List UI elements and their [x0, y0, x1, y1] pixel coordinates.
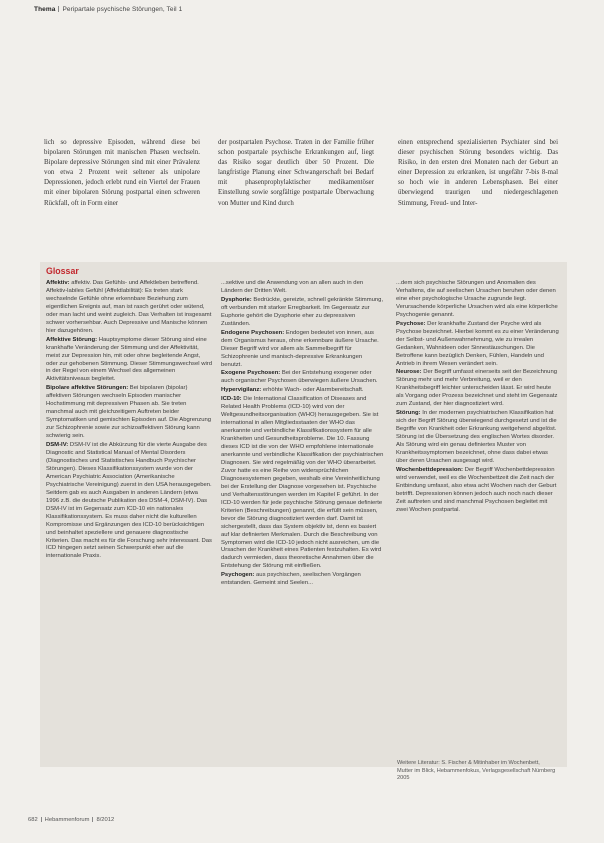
glossary-definition: Die International Classification of Diseases and Related Health Problems (ICD-10) wird von der Weltgesundheitsorganisation (WHO) herausgegeben. Sie ist international in allen Mitgliedsstaaten der WHO das anerkannte und verbindliche Klassifikationssystem für alle Krankheiten und Gesundheitsprobleme. Die 10. Fassung dieses ICD ist die von der WHO empfohlene internationale anerkannte und verbindliche Klassifikation der psychiatrischen Diagnosen. Sie wird regelmäßig von der WHO überarbeitet. Zuvor hatte es eine Reihe von widersprüchlichen Diagnosesystemen gegeben, weshalb eine Vereinheitlichung bei der Erstellung der Diagnose vorgesehen ist. Psychische und Verhaltensstörungen werden im Kapitel F geführt. In der ICD-10 werden für jede psychische Störung genaue definierte Kriterien (Beschreibungen) genannt, die erfüllt sein müssen, bevor die Störung diagnostiziert werden darf. Damit ist sichergestellt, dass das System objektiv ist, denn es basiert auf klar definierten Merkmalen. Durch die Beschreibung von Symptomen wird die ICD-10 jedoch nicht ausreichen, um die Ursachen der Krankheit eines Patienten festzuhalten. Es wird dadurch vermieden, dass theoretische Annahmen über die Entstehung der Störung mit einfließen.	[221, 396, 384, 570]
glossary-term: Störung:	[396, 410, 421, 417]
glossary-term: Dysphorie:	[221, 296, 252, 303]
header-subtitle: Peripartale psychische Störungen, Teil 1	[62, 6, 183, 13]
header-topic: Thema	[34, 6, 56, 13]
intro-column-2	[218, 138, 374, 238]
glossary-definition: DSM-IV ist die Abkürzung für die vierte Ausgabe des Diagnostic and Statistical Manual of Mental Disorders (Diagnostisches und Statistisches Handbuch Psychischer Störungen). Dieses Klassifikationssystem wurde von der American Psychiatric Association (Amerikanische Psychiatrische Vereinigung) zuerst in den USA herausgegeben. Seitdem gab es auch Ausgaben in anderen Ländern (etwa 1996 z.B. die deutsche Publikation des DSM-4, DSM-IV). Das DSM-IV ist im Gegensatz zum ICD-10 ein nationales Klassifikationssystem. Es muss daher nicht die kulturellen Kompromisse und Ergänzungen des ICD-10 berücksichtigen und beinhaltet speziellere und genauere diagnostische Kriterien. Das macht es für die Forschung sehr interessant. Das ICD hingegen setzt seinen Schwerpunkt eher auf die internationale Praxis.	[46, 442, 212, 560]
glossary-entry	[396, 280, 560, 320]
glossary-definition: aus psychischen, seelischen Vorgängen entstanden. Gemeint sind Seelen...	[221, 572, 361, 587]
glossary-entry	[46, 385, 212, 441]
intro-text-3: einen entsprechend spezialisierten Psychiater sind bei dieser psychischen Störung besonders wichtig. Das Risiko, in den ersten drei Monaten nach der Geburt an einer Depression zu erkranken, ist ungefähr 7-bis 8-mal so hoch wie in anderen Lebensphasen. Bei einer überwiegend traurigen und niedergeschlagenen Stimmung, Freud- und Inter-	[398, 139, 558, 207]
intro-text-1: lich so depressive Episoden, während diese bei bipolaren Störungen mit manischen Phasen wechseln. Bipolare depressive Störungen sind mit einer Prävalenz von etwa 2 Prozent weit seltener als unipolare Depressionen, jedoch erlebt rund ein Viertel der Frauen mit einer bipolaren Störung postpartal einen schweren Rückfall, oft in Form einer	[44, 139, 200, 207]
glossary-term: ICD-10:	[221, 396, 242, 403]
running-header	[34, 6, 182, 13]
glossary-entry	[221, 330, 384, 370]
glossary-title: Glossar	[46, 266, 79, 276]
glossary-definition: ...sektive und die Anwendung von an allen auch in den Ländern der Dritten Welt.	[221, 280, 364, 294]
glossary-entry	[46, 442, 212, 561]
glossary-definition: erhöhte Wach- oder Alarmbereitschaft.	[262, 387, 364, 394]
glossary-term: Endogene Psychosen:	[221, 329, 285, 336]
glossary-definition: ...dem sich psychische Störungen und Anomalien des Verhaltens, die auf seelischen Ursachen beruhen oder denen eine eher psychologische Ursache zugrunde liegt. Verursachende körperliche Ursachen wird als eine körperliche Psychogenie genannt.	[396, 280, 558, 318]
intro-column-3	[398, 138, 558, 238]
glossary-term: Wochenbettdepression:	[396, 466, 463, 473]
intro-text-2: der postpartalen Psychose. Traten in der Familie früher schon postpartale psychische Erkrankungen auf, liegt das Risiko sogar deutlich über 50 Prozent. Die langfristige Planung einer Schwangerschaft bei Bedarf mit phasenprophylaktischer medikamentöser Einstellung sowie sorgfältige postpartale Überwachung von Mutter und Kind durch	[218, 139, 374, 207]
glossary-entry	[396, 369, 560, 409]
footer-divider	[92, 817, 93, 822]
glossary-entry	[396, 467, 560, 515]
glossary-entry	[221, 297, 384, 329]
page-footer	[28, 817, 114, 823]
glossary-definition: affektiv. Das Gefühls- und Affektleben betreffend. Affektiv-labiles Gefühl (Affektlabilität): Es treten stark wechselnde Gefühle ohne erkennbare Beziehung zum eigentlichen Ereignis auf, man ist rasch gerührt oder wütend, oder man lacht und weint zugleich. Das Verhalten ist insgesamt schwer vorhersehbar. Auch Depressive und Manische können hier dazugehören.	[46, 280, 212, 334]
glossary-entry	[221, 572, 384, 588]
glossary-definition: Endogen bedeutet von innen, aus dem Organismus heraus, ohne erkennbare äußere Ursache. Dieser Begriff wird vor allem als Sammelbegriff für Schizophrenie und manisch-depressive Erkrankungen benutzt.	[221, 329, 379, 368]
glossary-definition: Bei bipolaren (bipolar) affektiven Störungen wechseln Episoden manischer Hochstimmung mit depressiven Phasen ab. Sie treten manchmal auch mit gleichzeitigem Auftreten beider Symptomatiken und gemischten Episoden auf. Die Abgrenzung zur Schizophrenie sowie zur schizoaffektiven Störung kann schwierig sein.	[46, 385, 212, 440]
glossary-term: DSM-IV:	[46, 442, 69, 449]
sources-note: Weitere Literatur: S. Fischer & Mitinhaber im Wochenbett, Mutter im Blick, Hebammenfokus, Verlagsgesellschaft Nürnberg 2005	[397, 760, 556, 782]
glossary-box	[40, 262, 567, 767]
glossary-definition: In der modernen psychiatrischen Klassifikation hat sich der Begriff Störung überwiegend durchgesetzt und ist die Begriffe von Krankheit oder Erkrankung weitgehend abgelöst. Störung ist die Übersetzung des englischen Wortes disorder. Als Störung wird ein genau definiertes Muster von Krankheitssymptomen bezeichnet, ohne dass dabei etwas über deren Ursachen ausgesagt wird.	[396, 410, 557, 464]
journal-issue: 8/2012	[96, 817, 115, 823]
intro-column-1	[44, 138, 200, 238]
glossary-column-2	[221, 280, 384, 764]
glossary-column-1	[46, 280, 212, 764]
glossary-entry	[221, 370, 384, 386]
glossary-term: Bipolare affektive Störungen:	[46, 385, 129, 392]
footer-divider	[41, 817, 42, 822]
glossary-term: Affektiv:	[46, 280, 70, 286]
glossary-entry	[46, 280, 212, 336]
glossary-definition: Hauptsymptome dieser Störung sind eine krankhafte Veränderung der Stimmung und der Affektivität, meist zur Depression hin, mit oder ohne begleitende Angst, oder zur gehobenen Stimmung. Dieser Stimmungswechsel wird in der Regel von einem Wechsel des allgemeinen Aktivitätsniveaus begleitet.	[46, 336, 212, 383]
glossary-column-3	[396, 280, 560, 764]
glossary-term: Exogene Psychosen:	[221, 370, 281, 377]
glossary-term: Psychogen:	[221, 572, 255, 579]
glossary-definition: Bei der Entstehung exogener oder auch organischer Psychosen überwiegen äußere Ursachen.	[221, 370, 378, 385]
glossary-term: Neurose:	[396, 369, 422, 376]
glossary-definition: Der Begriff umfasst einerseits seit der Bezeichnung Störung mehr und mehr Verbreitung, weil er den Krankheitsbegriff leichter unterscheiden lässt. Er wird heute als Vorgang oder Prozess bezeichnet und steht im Gegensatz zum Zustand, der hier diagnostiziert wird.	[396, 369, 558, 408]
glossary-term: Psychose:	[396, 320, 426, 327]
glossary-entry	[396, 410, 560, 466]
glossary-entry	[221, 396, 384, 571]
page-number: 682	[28, 817, 38, 823]
glossary-entry	[396, 321, 560, 369]
glossary-entry	[221, 280, 384, 296]
glossary-entry	[221, 387, 384, 395]
glossary-definition: Der krankhafte Zustand der Psyche wird als Psychose bezeichnet. Hierbei kommt es zu einer Veränderung der Selbst- und Außenwahrnehmung, wie zu irrealen Gedanken, Wahnideen oder Sinnestäuschungen. Die Betroffene kann bezüglich Denken, Fühlen, Handeln und Antrieb in ihrem Wesen verändert sein.	[396, 320, 559, 367]
header-divider	[58, 6, 59, 12]
glossary-definition: Bedrückte, gereizte, schnell gekränkte Stimmung, oft verbunden mit starker Erregbarkeit. Im Gegensatz zur Euphorie gehört die Dysphorie eher zu depressiven Zuständen.	[221, 296, 384, 327]
glossary-term: Hypervigilanz:	[221, 387, 262, 394]
glossary-entry	[46, 337, 212, 385]
journal-name: Hebammenforum	[44, 817, 90, 823]
glossary-definition: Der Begriff Wochenbettdepression wird verwendet, weil es die Wochenbettzeit die Zeit nach der Entbindung umfasst, also etwa acht Wochen nach der Geburt betrifft. Depressionen können jedoch auch noch nach dieser Zeit auftreten und sind manchmal Psychosen begleitet mit zwei Wochen postpartal.	[396, 466, 557, 513]
glossary-term: Affektive Störung:	[46, 336, 98, 343]
